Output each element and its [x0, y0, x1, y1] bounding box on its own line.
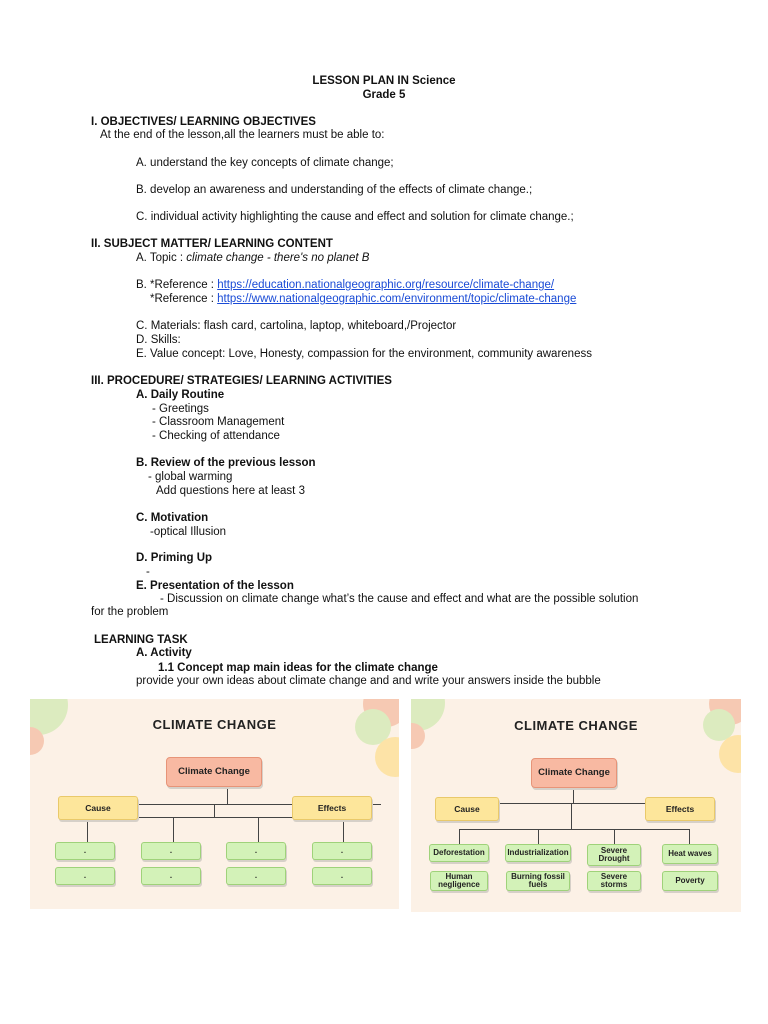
connector-line	[614, 829, 615, 844]
leaf-node[interactable]: .	[55, 867, 115, 885]
review-note: Add questions here at least 3	[156, 485, 305, 497]
motivation-heading: C. Motivation	[136, 512, 209, 524]
skills-line: D. Skills:	[136, 334, 181, 346]
reference-label: B. *Reference :	[136, 279, 218, 291]
root-node: Climate Change	[166, 757, 262, 787]
subject-heading: II. SUBJECT MATTER/ LEARNING CONTENT	[91, 238, 333, 250]
connector-line	[689, 829, 690, 844]
reference-link-2[interactable]: https://www.nationalgeographic.com/environment/topic/climate-change	[217, 293, 577, 305]
cause-node: Cause	[58, 796, 138, 820]
daily-routine-heading: A. Daily Routine	[136, 389, 225, 401]
priming-item: -	[146, 566, 150, 578]
review-item: - global warming	[148, 471, 233, 483]
presentation-heading: E. Presentation of the lesson	[136, 580, 294, 592]
reference-label: *Reference :	[150, 293, 218, 305]
presentation-line: - Discussion on climate change what’s the cause and effect and what are the possible solution	[160, 593, 639, 605]
connector-line	[571, 803, 572, 829]
leaf-node: Industrialization	[505, 844, 571, 862]
motivation-item: -optical Illusion	[150, 526, 227, 538]
cause-node: Cause	[435, 797, 499, 821]
objective-item: C. individual activity highlighting the cause and effect and solution for climate change.;	[136, 211, 574, 223]
values-line: E. Value concept: Love, Honesty, compassion for the environment, community awareness	[136, 348, 592, 360]
page-title: LESSON PLAN IN Science	[312, 75, 456, 87]
connector-line	[87, 817, 88, 842]
daily-routine-item: - Checking of attendance	[152, 430, 280, 442]
concept-map-filled	[411, 699, 741, 912]
activity-heading: A. Activity	[136, 647, 192, 659]
leaf-node: Severe Drought	[587, 844, 641, 866]
topic-line	[136, 251, 369, 265]
topic-label: A. Topic :	[136, 252, 187, 264]
connector-line	[343, 817, 344, 842]
objectives-heading: I. OBJECTIVES/ LEARNING OBJECTIVES	[91, 116, 316, 128]
learning-task-heading: LEARNING TASK	[94, 634, 188, 646]
leaf-node: Deforestation	[429, 844, 489, 862]
concept-map-blank	[30, 699, 399, 909]
grade-label: Grade 5	[362, 89, 406, 101]
leaf-node[interactable]: .	[312, 842, 372, 860]
root-node: Climate Change	[531, 758, 617, 788]
objectives-intro: At the end of the lesson,all the learners must be able to:	[100, 129, 385, 141]
concept-map-heading: 1.1 Concept map main ideas for the climate change	[158, 662, 438, 674]
reference-link-1[interactable]: https://education.nationalgeographic.org/resource/climate-change/	[217, 279, 555, 291]
leaf-node[interactable]: .	[141, 842, 201, 860]
connector-line	[573, 787, 574, 803]
objective-item: A. understand the key concepts of climate change;	[136, 157, 394, 169]
connector-line	[214, 804, 215, 817]
review-heading: B. Review of the previous lesson	[136, 457, 316, 469]
presentation-line-continued: for the problem	[91, 606, 169, 618]
connector-line	[258, 817, 259, 842]
effects-node: Effects	[292, 796, 372, 820]
decorative-bubble	[719, 735, 741, 773]
daily-routine-item: - Greetings	[152, 403, 209, 415]
connector-line	[538, 829, 539, 844]
daily-routine-item: - Classroom Management	[152, 416, 285, 428]
effects-node: Effects	[645, 797, 715, 821]
connector-line	[227, 787, 228, 804]
leaf-node[interactable]: .	[141, 867, 201, 885]
reference-line-1	[136, 278, 554, 292]
leaf-node: Human negligence	[430, 871, 488, 891]
objective-item: B. develop an awareness and understanding of the effects of climate change.;	[136, 184, 533, 196]
leaf-node: Poverty	[662, 871, 718, 891]
leaf-node: Severe storms	[587, 871, 641, 891]
map-title: CLIMATE CHANGE	[514, 718, 638, 733]
leaf-node[interactable]: .	[226, 867, 286, 885]
leaf-node: Heat waves	[662, 844, 718, 864]
leaf-node[interactable]: .	[55, 842, 115, 860]
topic-value: climate change - there's no planet B	[186, 252, 370, 264]
connector-line	[459, 829, 689, 830]
procedure-heading: III. PROCEDURE/ STRATEGIES/ LEARNING ACTIVITIES	[91, 375, 392, 387]
leaf-node[interactable]: .	[226, 842, 286, 860]
materials-line: C. Materials: flash card, cartolina, laptop, whiteboard,/Projector	[136, 320, 457, 332]
activity-instruction: provide your own ideas about climate change and and write your answers inside the bubble	[136, 675, 601, 687]
map-title: CLIMATE CHANGE	[152, 717, 277, 732]
reference-line-2	[150, 292, 576, 306]
leaf-node: Burning fossil fuels	[506, 871, 570, 891]
connector-line	[459, 829, 460, 844]
priming-heading: D. Priming Up	[136, 552, 213, 564]
connector-line	[173, 817, 174, 842]
leaf-node[interactable]: .	[312, 867, 372, 885]
